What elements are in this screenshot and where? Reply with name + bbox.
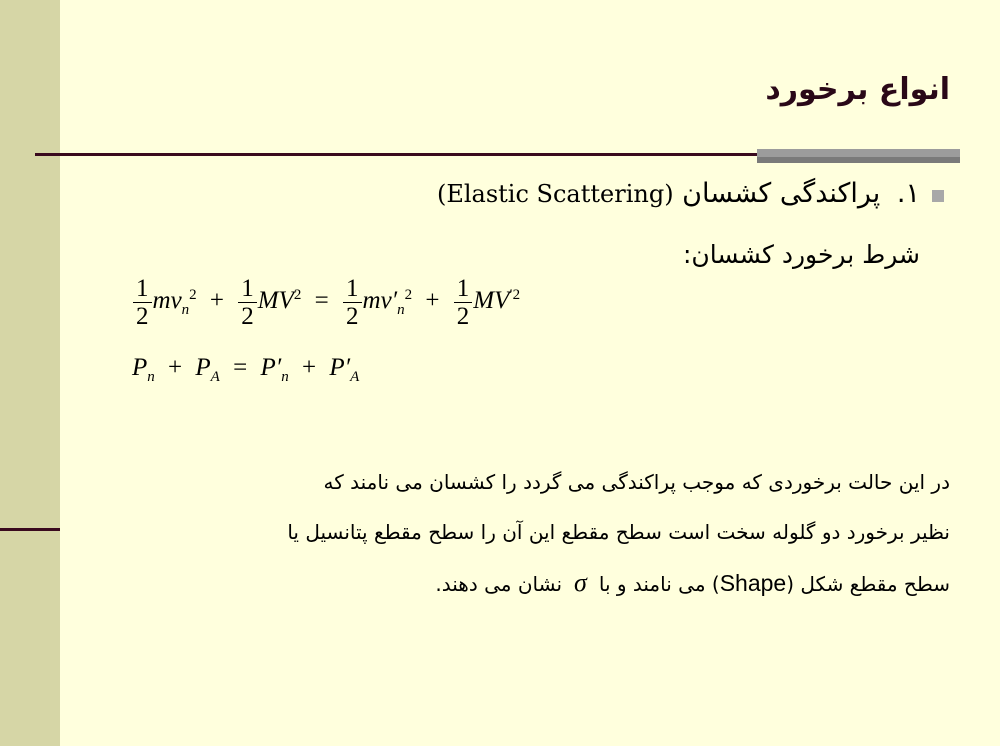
bullet-item-elastic-scattering: [437, 178, 920, 209]
bullet-number: ۱.: [896, 178, 920, 209]
left-band-divider: [0, 528, 60, 531]
fraction-half: $\frac{1}{2}$: [343, 275, 362, 330]
shape-word: Shape: [719, 570, 787, 596]
fraction-half: $\frac{1}{2}$: [238, 275, 257, 330]
fraction-half: $\frac{1}{2}$: [133, 275, 152, 330]
bullet-text-fa: پراکندگی کشسان: [682, 178, 881, 209]
paragraph-line-3-part1: سطح مقطع شکل (: [786, 572, 950, 596]
paragraph-line-3-part3: نشان می دهند.: [435, 572, 563, 596]
paragraph-line-3: [435, 568, 950, 598]
bullet-text-en: (Elastic Scattering): [436, 180, 674, 208]
energy-conservation-equation: $\frac{1}{2}$ $mv_n^2$ + $\frac{1}{2}$ $MV^2$ = $\frac{1}{2}$ $mv'_n^2$ + $\frac{1}{2}$ $MV^{'2}$: [132, 275, 520, 330]
title-accent-bar-shadow: [757, 157, 960, 163]
paragraph-line-3-part2: ) می نامند و با: [598, 572, 720, 596]
sigma-symbol: σ: [574, 568, 587, 597]
momentum-conservation-equation: $P_n + P_A = P'_n + P'_A$: [132, 354, 360, 385]
elastic-condition-label: شرط برخورد کشسان:: [683, 240, 920, 269]
fraction-half: $\frac{1}{2}$: [454, 275, 473, 330]
paragraph-line-2: نظیر برخورد دو گلوله سخت است سطح مقطع این آن را سطح مقطع پتانسیل یا: [287, 520, 950, 544]
paragraph-line-1: در این حالت برخوردی که موجب پراکندگی می گردد را کشسان می نامند که: [323, 470, 950, 494]
left-decorative-band: [0, 0, 60, 746]
bullet-square-icon: [932, 190, 944, 202]
slide-title: انواع برخورد: [765, 72, 950, 107]
